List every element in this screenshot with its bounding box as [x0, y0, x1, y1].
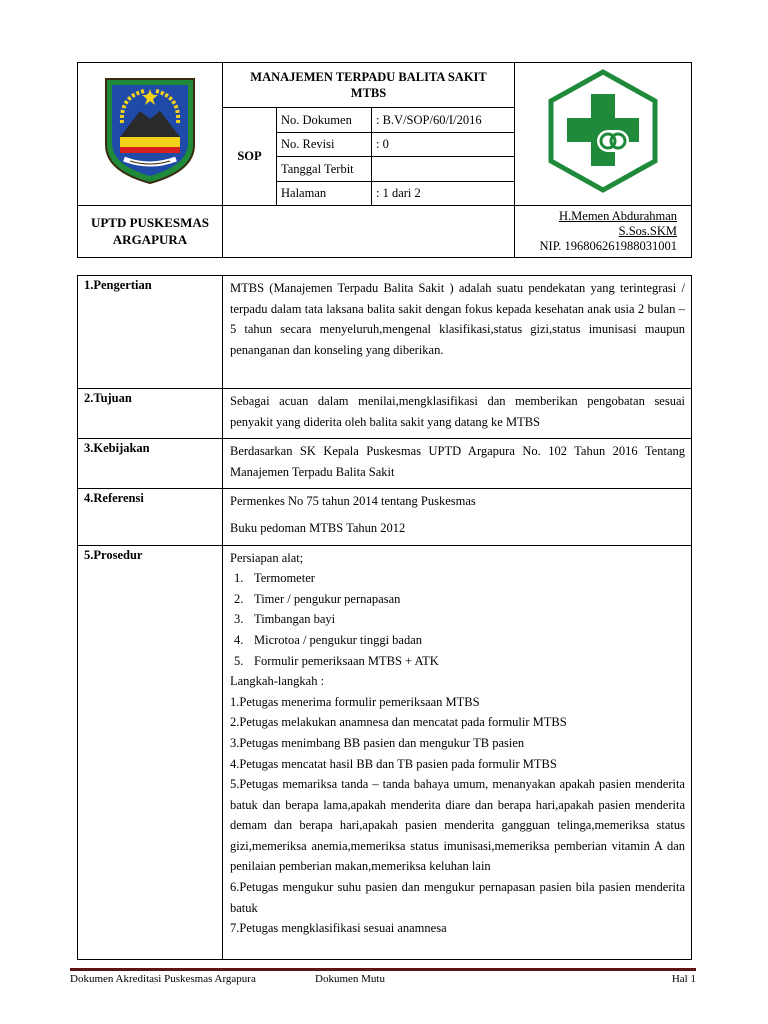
section-body-pengertian	[223, 276, 692, 389]
alat-item	[230, 568, 685, 589]
document-title: MANAJEMEN TERPADU BALITA SAKIT MTBS	[223, 63, 515, 108]
langkah-step: 6.Petugas mengukur suhu pasien dan mengukur pernapasan pasien bila pasien menderita batuk	[230, 880, 685, 915]
section-row-tujuan	[78, 389, 692, 439]
alat-item	[230, 651, 685, 672]
alat-item	[230, 630, 685, 651]
puskesmas-logo-icon	[545, 68, 661, 194]
section-label-tujuan: 2.Tujuan	[78, 389, 223, 439]
langkah-step: 5.Petugas memariksa tanda – tanda bahaya umum, menanyakan apakah pasien menderita batuk dan berapa lama,apakah menderita diare dan berapa hari,apakah pasien menderita demam dan berapa hari,apakah pasien menderita gangguan telinga,memeriksa status gizi,memeriksa anemia,memeriksa status imunisasi,memeriksa pemberian vitamin A dan penilaian pemberian makan,memeriksa keluhan lain	[230, 777, 685, 874]
section-label-pengertian: 1.Pengertian	[78, 276, 223, 389]
langkah-step: 2.Petugas melakukan anamnesa dan mencatat pada formulir MTBS	[230, 715, 567, 730]
langkah-heading: Langkah-langkah :	[230, 674, 325, 689]
footer-center-text: Dokumen Mutu	[315, 973, 385, 985]
section-body-kebijakan	[223, 439, 692, 489]
sop-header-table	[77, 62, 692, 258]
regency-crest-icon	[100, 75, 200, 187]
tujuan-text: Sebagai acuan dalam menilai,mengklasifikasi dan memberikan pengobatan sesuai penyakit yang diderita oleh balita sakit yang datang ke MTBS	[230, 394, 685, 429]
meta-label-no-dokumen: No. Dokumen	[277, 108, 372, 133]
alat-item-text: Timbangan bayi	[254, 612, 336, 627]
section-label-kebijakan: 3.Kebijakan	[78, 439, 223, 489]
footer-page-number: Hal 1	[671, 973, 696, 985]
meta-label-no-revisi: No. Revisi	[277, 133, 372, 157]
footer-rule	[70, 968, 696, 971]
section-body-referensi	[223, 489, 692, 545]
sop-content-table	[77, 275, 692, 960]
alat-item-number: 1.	[234, 571, 244, 586]
kebijakan-text: Berdasarkan SK Kepala Puskesmas UPTD Argapura No. 102 Tahun 2016 Tentang Manajemen Terpadu Balita Sakit	[230, 444, 685, 479]
signatory-block	[515, 205, 692, 257]
meta-value-no-revisi: : 0	[372, 133, 515, 157]
meta-value-tanggal-terbit	[372, 157, 515, 181]
alat-heading: Persiapan alat;	[230, 550, 304, 565]
regency-logo-cell	[78, 63, 223, 206]
section-body-tujuan	[223, 389, 692, 439]
referensi-item: Buku pedoman MTBS Tahun 2012	[230, 520, 406, 535]
referensi-item: Permenkes No 75 tahun 2014 tentang Puskesmas	[230, 494, 476, 509]
organization-name: UPTD PUSKESMAS ARGAPURA	[78, 205, 223, 257]
langkah-step: 7.Petugas mengklasifikasi sesuai anamnesa	[230, 921, 447, 936]
alat-item-number: 5.	[234, 653, 244, 668]
header-empty-cell	[223, 205, 515, 257]
alat-item-text: Timer / pengukur pernapasan	[254, 591, 401, 606]
footer-left-text: Dokumen Akreditasi Puskesmas Argapura	[70, 973, 256, 985]
alat-item	[230, 589, 685, 610]
alat-item-text: Termometer	[254, 571, 315, 586]
alat-item-number: 4.	[234, 632, 244, 647]
sop-label: SOP	[223, 108, 277, 205]
pengertian-text: MTBS (Manajemen Terpadu Balita Sakit ) adalah suatu pendekatan yang terintegrasi / terpadu dalam tata laksana balita sakit dengan fokus kepada kesehatan anak usia 2 bulan – 5 tahun secara menyeluruh,mengenal klasifikasi,status gizi,status imunisasi maupun penanganan dan konseling yang diberikan.	[230, 281, 685, 357]
langkah-step: 4.Petugas mencatat hasil BB dan TB pasien pada formulir MTBS	[230, 756, 557, 771]
langkah-step: 3.Petugas menimbang BB pasien dan mengukur TB pasien	[230, 735, 525, 750]
alat-item-number: 2.	[234, 591, 244, 606]
section-row-prosedur	[78, 545, 692, 959]
section-body-prosedur	[223, 545, 692, 959]
meta-label-halaman: Halaman	[277, 181, 372, 205]
langkah-step: 1.Petugas menerima formulir pemeriksaan MTBS	[230, 694, 480, 709]
alat-item-text: Formulir pemeriksaan MTBS + ATK	[254, 653, 439, 668]
signatory-nip: NIP. 196806261988031001	[539, 238, 678, 253]
section-label-referensi: 4.Referensi	[78, 489, 223, 545]
alat-item	[230, 609, 685, 630]
section-row-referensi	[78, 489, 692, 545]
section-row-pengertian	[78, 276, 692, 389]
meta-label-tanggal-terbit: Tanggal Terbit	[277, 157, 372, 181]
puskesmas-logo-cell	[515, 63, 692, 206]
alat-item-number: 3.	[234, 612, 244, 627]
meta-value-no-dokumen: : B.V/SOP/60/I/2016	[372, 108, 515, 133]
section-label-prosedur: 5.Prosedur	[78, 545, 223, 959]
section-row-kebijakan	[78, 439, 692, 489]
meta-value-halaman: : 1 dari 2	[372, 181, 515, 205]
signatory-title: S.Sos.SKM	[618, 223, 678, 238]
signatory-name: H.Memen Abdurahman	[559, 208, 678, 223]
alat-item-text: Microtoa / pengukur tinggi badan	[254, 632, 423, 647]
